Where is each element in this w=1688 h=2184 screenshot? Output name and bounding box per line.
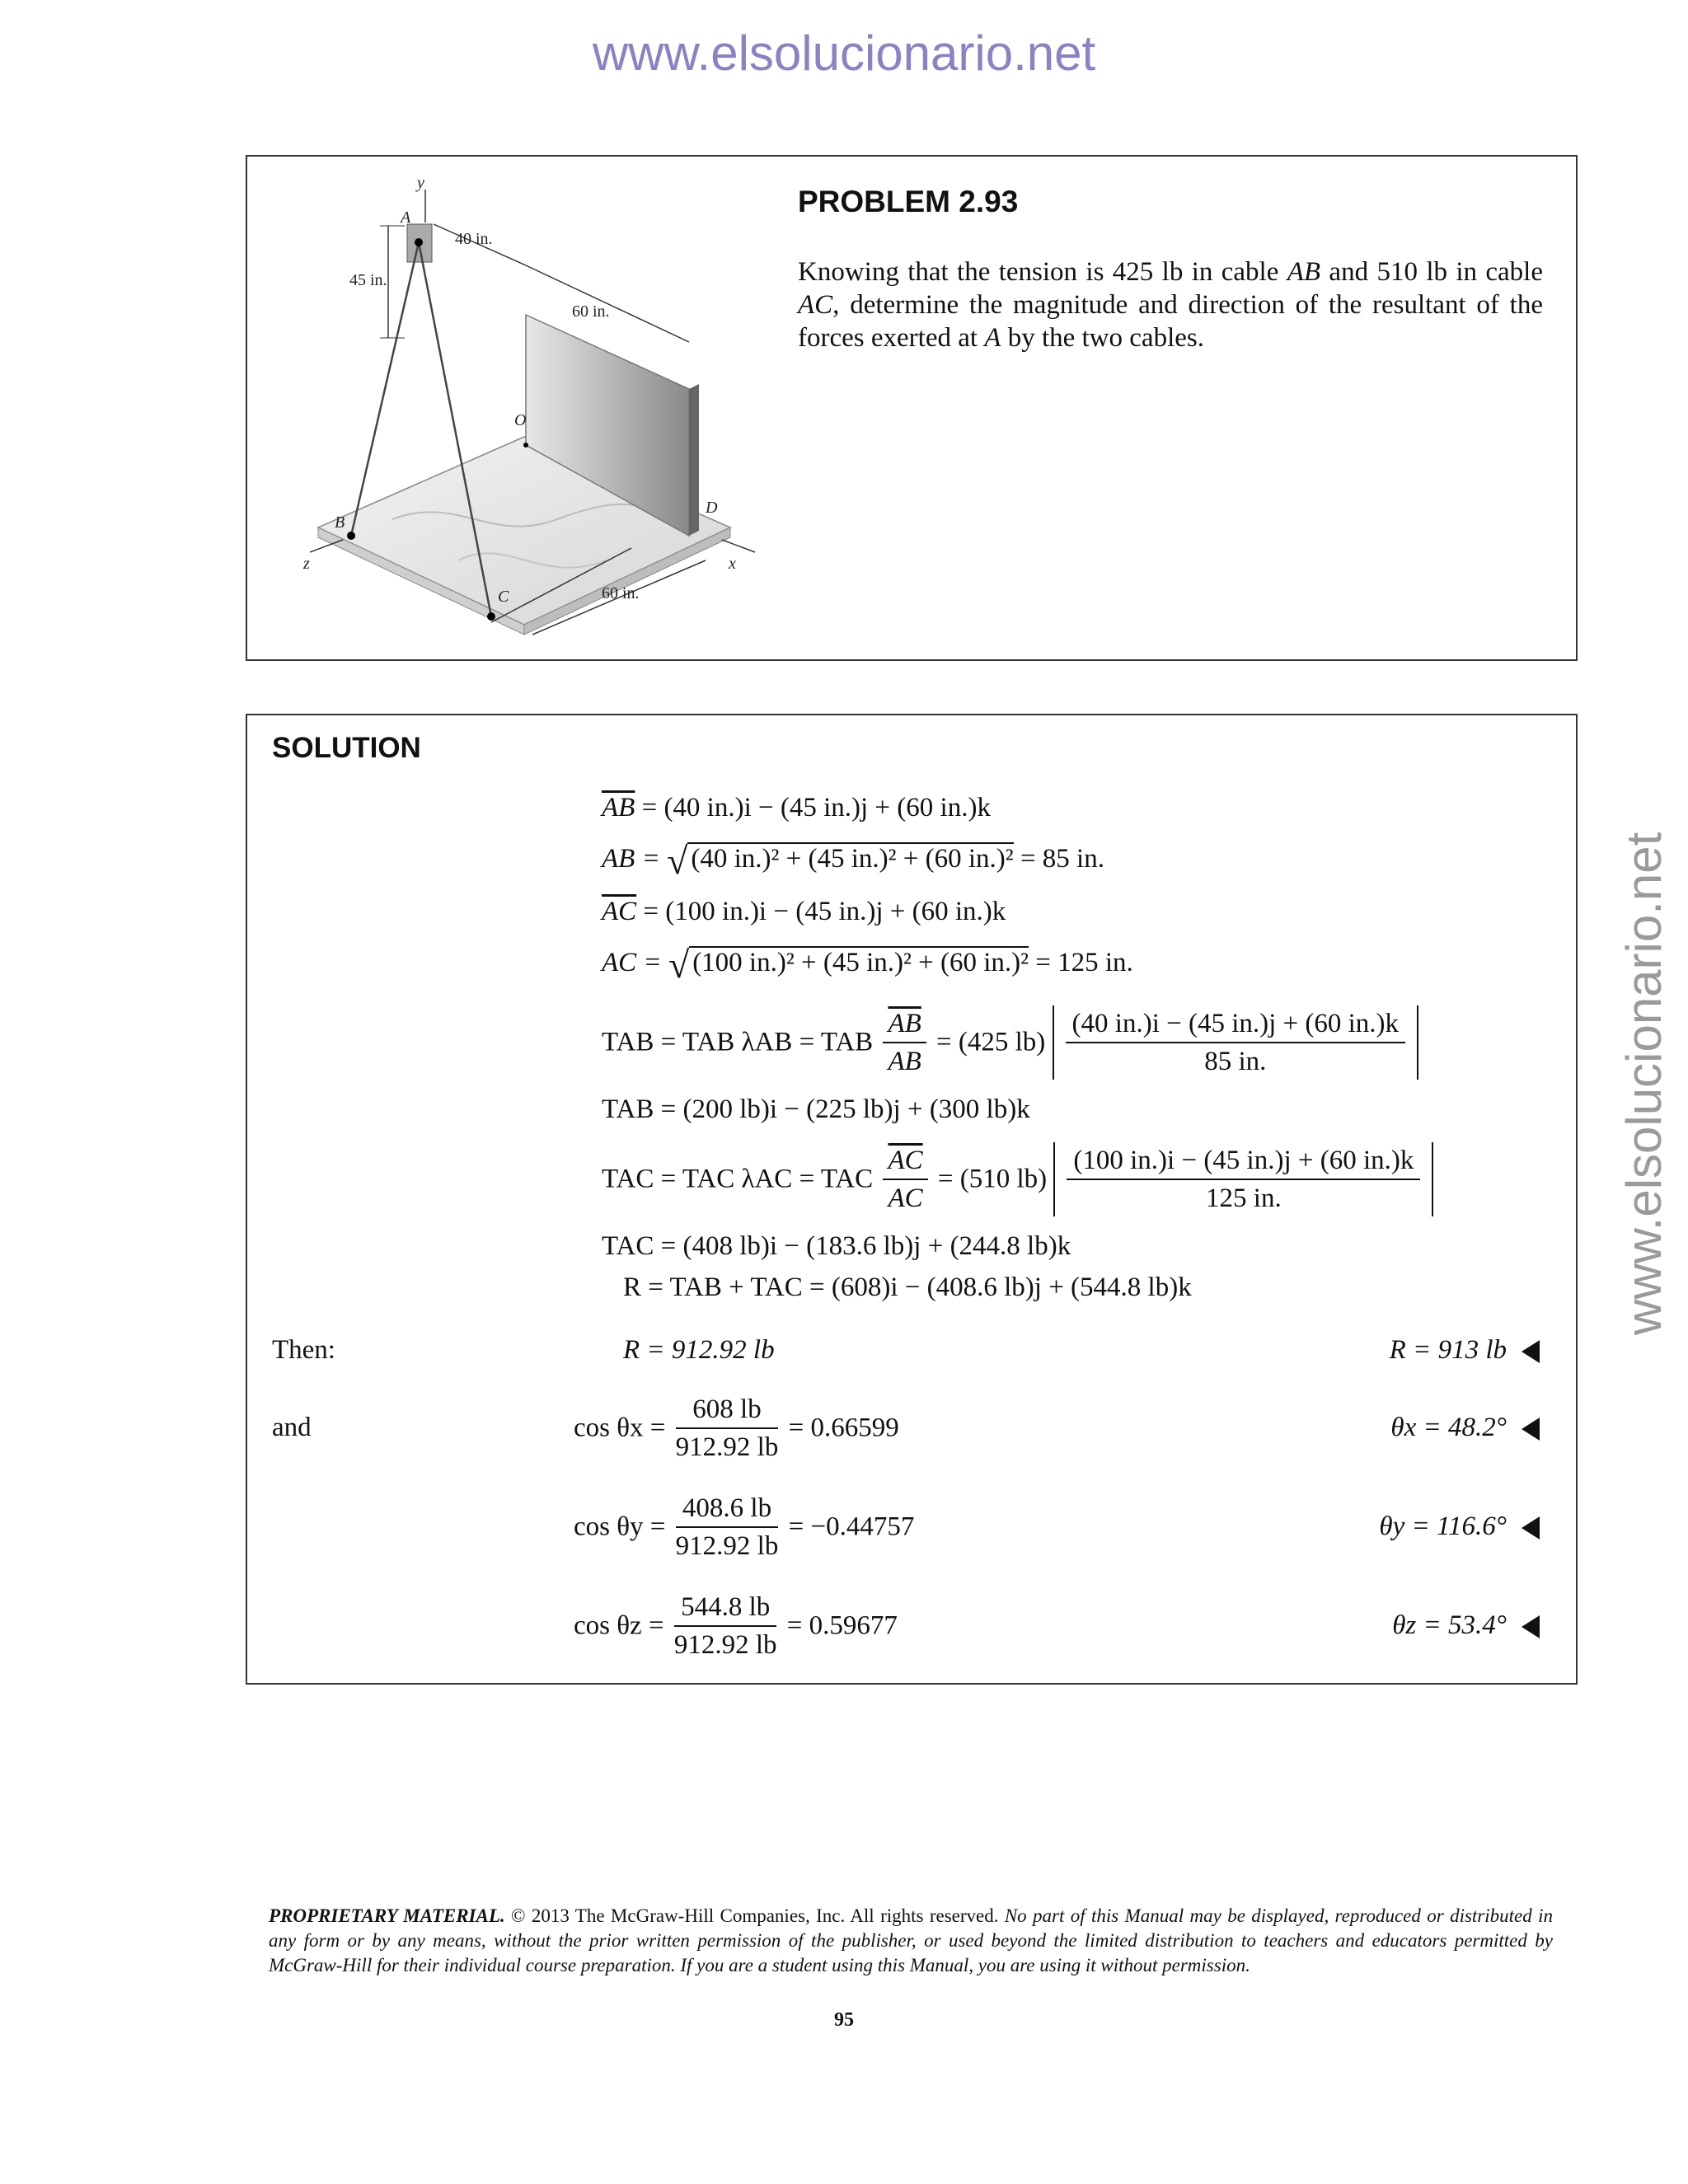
- dim-45: 45 in.: [349, 271, 387, 289]
- answer-marker-icon: [1522, 1340, 1540, 1363]
- eq-tac-result: TAC = (408 lb)i − (183.6 lb)j + (244.8 lb)k: [602, 1231, 1071, 1261]
- point-b: [347, 532, 355, 540]
- watermark-top[interactable]: www.elsolucionario.net: [592, 26, 1096, 81]
- answer-r: R = 913 lb: [1390, 1335, 1540, 1366]
- answer-marker-icon: [1522, 1615, 1540, 1638]
- axis-z-label: z: [303, 555, 310, 573]
- label-and: and: [272, 1413, 312, 1442]
- label-a: A: [401, 209, 411, 227]
- dim-60-bottom: 60 in.: [602, 584, 640, 602]
- watermark-side-text[interactable]: www.elsolucionario.net: [1616, 832, 1672, 1335]
- label-then: Then:: [272, 1335, 335, 1365]
- eq-r-magnitude: R = 912.92 lb: [623, 1335, 775, 1365]
- eq-ab-vector: $\overline{AB} = (40$ in.)i − (45 in.)j + (60 in.)k: [602, 793, 991, 823]
- axis-x-label: x: [729, 555, 736, 573]
- point-c: [487, 612, 495, 621]
- problem-statement: Knowing that the tension is 425 lb in cable AB and 510 lb in cable AC, determine the magnitude and direction of the resultant of the forces exerted at A by the two cables.: [798, 257, 1543, 353]
- answer-marker-icon: [1522, 1418, 1540, 1441]
- answer-theta-z: θz = 53.4°: [1392, 1610, 1540, 1641]
- point-a: [415, 238, 423, 246]
- point-o: [523, 443, 528, 448]
- answer-marker-icon: [1522, 1516, 1540, 1540]
- label-o: O: [514, 411, 527, 429]
- label-b: B: [335, 513, 345, 532]
- dim-40: 40 in.: [455, 230, 493, 248]
- solution-title: SOLUTION: [272, 732, 421, 764]
- eq-cos-y: cos θy = $\frac{408.6 lb}{912.92 lb}$ = −0.44757: [574, 1490, 914, 1564]
- problem-box: [246, 155, 1578, 661]
- copyright-notice: PROPRIETARY MATERIAL. © 2013 The McGraw-Hill Companies, Inc. All rights reserved. No part of this Manual may be displayed, reproduced or distributed in any form or by any means, without the prior written permission of the publisher, or used beyond the limited distribution to teachers and educators permitted by McGraw-Hill for their individual course preparation. If you are a student using this Manual, you are using it without permission.: [269, 1905, 1553, 1975]
- figure-svg: [293, 173, 870, 651]
- wall-edge: [689, 384, 699, 536]
- eq-tab-result: TAB = (200 lb)i − (225 lb)j + (300 lb)k: [602, 1094, 1030, 1124]
- eq-resultant: R = TAB + TAC = (608)i − (408.6 lb)j + (544.8 lb)k: [623, 1272, 1192, 1302]
- eq-ab-magnitude: AB = √ (40 in.)² + (45 in.)² + (60 in.)² = 85 in.: [602, 840, 1104, 882]
- problem-title: PROBLEM 2.93: [798, 185, 1019, 218]
- eq-tac-unit: TAC = TAC λAC = TAC $\frac{\overline{AC}}{AC}$ = (510 lb) $\frac{(100 in.)i - (45 in.)j + (60 in.)k}{125 in.}$: [602, 1142, 1433, 1216]
- axis-y-label: y: [417, 174, 424, 192]
- eq-ac-vector: $\overline{AC} = (100$ in.)i − (45 in.)j + (60 in.)k: [602, 897, 1006, 926]
- page-number: 95: [834, 2009, 854, 2031]
- dim-60-top: 60 in.: [572, 302, 610, 321]
- problem-figure: [293, 173, 870, 655]
- eq-cos-z: cos θz = $\frac{544.8 lb}{912.92 lb}$ = 0.59677: [574, 1589, 898, 1663]
- solution-box: [246, 714, 1578, 1685]
- label-d: D: [706, 499, 718, 517]
- answer-theta-x: θx = 48.2°: [1390, 1413, 1540, 1443]
- answer-theta-y: θy = 116.6°: [1379, 1511, 1540, 1542]
- eq-cos-x: cos θx = $\frac{608 lb}{912.92 lb}$ = 0.66599: [574, 1391, 899, 1465]
- eq-ac-magnitude: AC = √ (100 in.)² + (45 in.)² + (60 in.)² = 125 in.: [602, 944, 1133, 986]
- label-c: C: [498, 588, 509, 606]
- eq-tab-unit: TAB = TAB λAB = TAB $\frac{\overline{AB}}{AB}$ = (425 lb) $\frac{(40 in.)i - (45 in.)j + (60 in.)k}{85 in.}$: [602, 1005, 1418, 1080]
